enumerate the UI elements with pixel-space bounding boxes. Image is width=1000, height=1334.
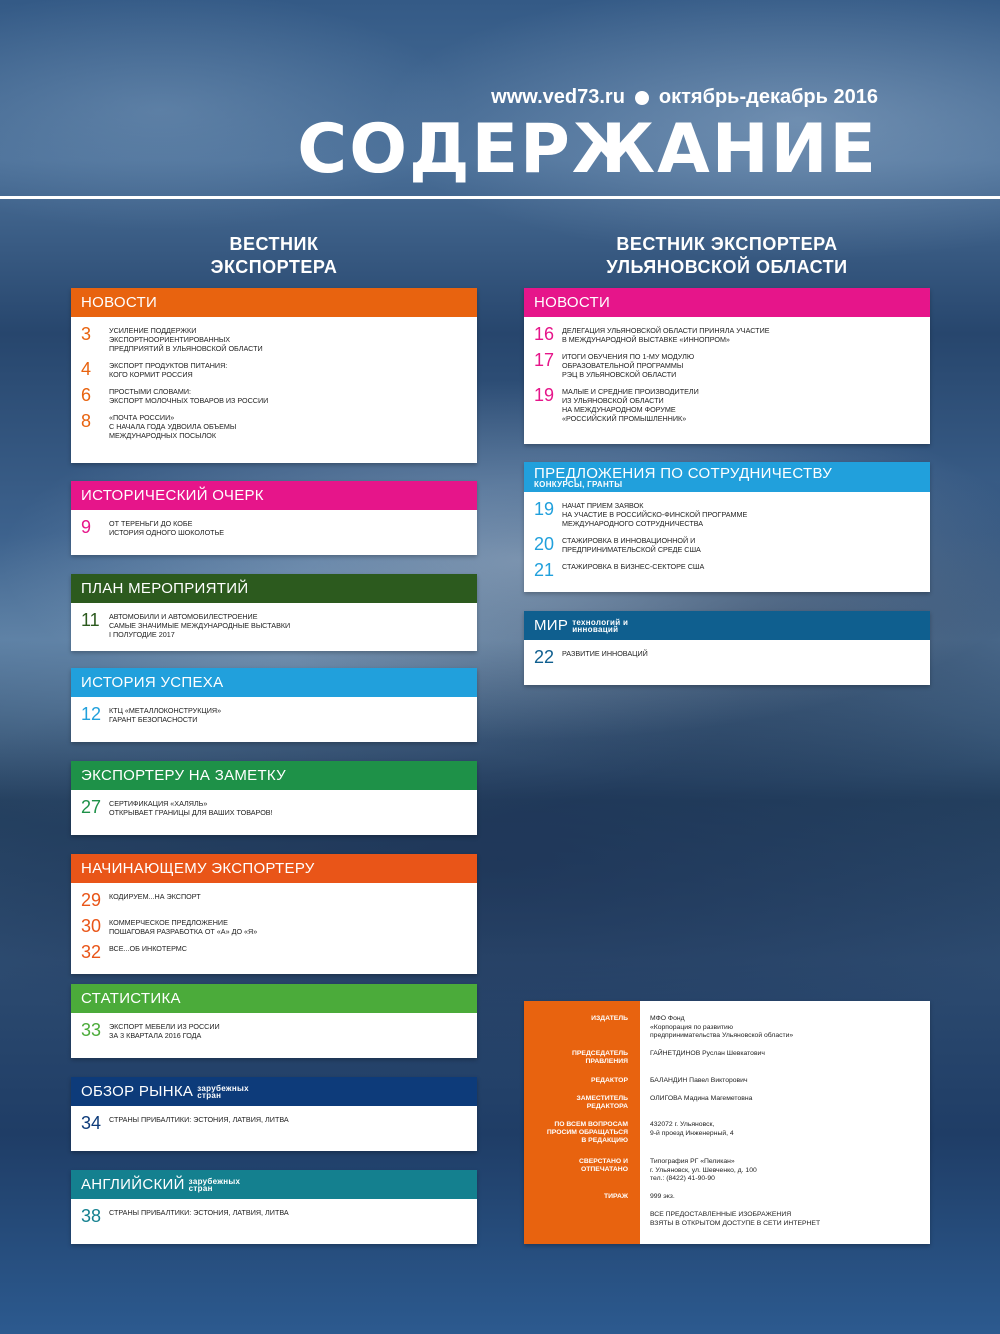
page-number: 19 <box>534 385 555 405</box>
entry-title: РАЗВИТИЕ ИННОВАЦИЙ <box>562 649 648 658</box>
imprint-label: ТИРАЖ <box>603 1193 628 1200</box>
section-body <box>71 603 477 651</box>
page-number: 3 <box>81 324 92 344</box>
section-body <box>524 640 930 679</box>
imprint-value: БАЛАНДИН Павел Викторович <box>650 1077 748 1084</box>
page-number: 32 <box>81 942 102 962</box>
page-number: 21 <box>534 560 555 580</box>
entry-title: СЕРТИФИКАЦИЯ «ХАЛЯЛЬ» ОТКРЫВАЕТ ГРАНИЦЫ ДЛЯ ВАШИХ ТОВАРОВ! <box>109 799 273 817</box>
toc-section <box>71 854 477 974</box>
toc-entry[interactable] <box>534 499 920 528</box>
entry-title: КОММЕРЧЕСКОЕ ПРЕДЛОЖЕНИЕ ПОШАГОВАЯ РАЗРАБОТКА ОТ «А» ДО «Я» <box>109 918 258 936</box>
imprint-labels <box>524 1001 640 1244</box>
imprint-value: МФО Фонд «Корпорация по развитию предпринимательства Ульяновской области» <box>650 1015 794 1039</box>
site-url[interactable]: www.ved73.ru <box>491 86 625 108</box>
page-number: 22 <box>534 647 555 667</box>
issue-period: октябрь-декабрь 2016 <box>658 86 878 108</box>
section-title: ОБЗОР РЫНКА <box>81 1083 194 1101</box>
toc-section <box>71 481 477 555</box>
page-number: 38 <box>81 1206 102 1226</box>
section-title: МИР <box>534 617 569 635</box>
section-body <box>71 510 477 549</box>
section-header <box>71 574 477 603</box>
imprint-value: ОЛИГОВА Мадина Магеметовна <box>650 1095 753 1102</box>
entry-title: СТАЖИРОВКА В БИЗНЕС-СЕКТОРЕ США <box>562 562 705 571</box>
imprint-label: ЗАМЕСТИТЕЛЬ РЕДАКТОРА <box>576 1095 628 1110</box>
imprint-value: ВСЕ ПРЕДОСТАВЛЕННЫЕ ИЗОБРАЖЕНИЯ ВЗЯТЫ В ОТКРЫТОМ ДОСТУПЕ В СЕТИ ИНТЕРНЕТ <box>650 1211 821 1227</box>
toc-entry[interactable] <box>81 359 467 379</box>
toc-entry[interactable] <box>81 610 467 639</box>
entry-title: ЭКСПОРТ МЕБЕЛИ ИЗ РОССИИ ЗА 3 КВАРТАЛА 2016 ГОДА <box>109 1022 220 1040</box>
entry-title: КОДИРУЕМ...НА ЭКСПОРТ <box>109 892 201 901</box>
section-title: НОВОСТИ <box>81 294 158 312</box>
entry-title: «ПОЧТА РОССИИ» С НАЧАЛА ГОДА УДВОИЛА ОБЪЕМЫ МЕЖДУНАРОДНЫХ ПОСЫЛОК <box>109 413 237 440</box>
page-number: 9 <box>81 517 92 537</box>
page-title: СОДЕРЖАНИЕ <box>297 110 878 189</box>
page-number: 29 <box>81 890 102 910</box>
section-header <box>524 462 930 492</box>
imprint-value: Типография РГ «Пеликан» г. Ульяновск, ул. Шевченко, д. 100 тел.: (8422) 41-90-90 <box>650 1158 757 1182</box>
entry-title: ДЕЛЕГАЦИЯ УЛЬЯНОВСКОЙ ОБЛАСТИ ПРИНЯЛА УЧАСТИЕ В МЕЖДУНАРОДНОЙ ВЫСТАВКЕ «ИННОПРОМ» <box>562 326 770 344</box>
toc-entry[interactable] <box>534 534 920 554</box>
bullet-dot-icon <box>635 91 649 105</box>
toc-entry[interactable] <box>534 647 920 667</box>
imprint-box <box>524 1001 930 1244</box>
toc-entry[interactable] <box>81 704 467 724</box>
toc-entry[interactable] <box>81 517 467 537</box>
section-header <box>71 1077 477 1106</box>
imprint-value: 432072 г. Ульяновск, 9-й проезд Инженерный, 4 <box>650 1121 734 1137</box>
entry-title: СТАЖИРОВКА В ИННОВАЦИОННОЙ И ПРЕДПРИНИМАТЕЛЬСКОЙ СРЕДЕ США <box>562 536 701 554</box>
toc-section <box>71 1170 477 1244</box>
entry-title: ИТОГИ ОБУЧЕНИЯ ПО 1-МУ МОДУЛЮ ОБРАЗОВАТЕЛЬНОЙ ПРОГРАММЫ РЭЦ В УЛЬЯНОВСКОЙ ОБЛАСТИ <box>562 352 695 379</box>
section-header <box>71 854 477 883</box>
section-header <box>71 481 477 510</box>
section-header <box>71 984 477 1013</box>
section-title: ПРЕДЛОЖЕНИЯ ПО СОТРУДНИЧЕСТВУ <box>534 465 833 483</box>
entry-title: СТРАНЫ ПРИБАЛТИКИ: ЭСТОНИЯ, ЛАТВИЯ, ЛИТВА <box>109 1208 289 1217</box>
section-subtitle: зарубежных стран <box>188 1177 241 1194</box>
toc-entry[interactable] <box>81 916 467 936</box>
toc-entry[interactable] <box>81 1020 467 1040</box>
section-title: АНГЛИЙСКИЙ <box>81 1176 185 1194</box>
toc-entry[interactable] <box>81 1113 467 1133</box>
section-header <box>524 288 930 317</box>
section-title: ИСТОРИЯ УСПЕХА <box>81 674 224 692</box>
page-number: 20 <box>534 534 555 554</box>
section-body <box>71 1199 477 1238</box>
toc-section <box>71 574 477 651</box>
header-site-line <box>491 86 878 109</box>
page-number: 16 <box>534 324 555 344</box>
section-title: ПЛАН МЕРОПРИЯТИЙ <box>81 580 249 598</box>
toc-entry[interactable] <box>534 350 920 379</box>
page-number: 34 <box>81 1113 102 1133</box>
entry-title: ВСЕ...ОБ ИНКОТЕРМС <box>109 944 187 953</box>
section-title: ИСТОРИЧЕСКИЙ ОЧЕРК <box>81 487 264 505</box>
section-body <box>524 492 930 592</box>
imprint-label: ИЗДАТЕЛЬ <box>591 1015 628 1022</box>
entry-title: УСИЛЕНИЕ ПОДДЕРЖКИ ЭКСПОРТНООРИЕНТИРОВАННЫХ ПРЕДПРИЯТИЙ В УЛЬЯНОВСКОЙ ОБЛАСТИ <box>109 326 263 353</box>
section-body <box>71 697 477 736</box>
section-body <box>71 790 477 829</box>
toc-entry[interactable] <box>81 1206 467 1226</box>
section-header <box>71 288 477 317</box>
section-body <box>71 883 477 974</box>
imprint-label: СВЕРСТАНО И ОТПЕЧАТАНО <box>578 1158 628 1173</box>
section-header <box>71 761 477 790</box>
toc-entry[interactable] <box>81 385 467 405</box>
page-number: 4 <box>81 359 92 379</box>
page-number: 30 <box>81 916 102 936</box>
entry-title: ЭКСПОРТ ПРОДУКТОВ ПИТАНИЯ: КОГО КОРМИТ РОССИЯ <box>109 361 228 379</box>
toc-entry[interactable] <box>81 942 467 962</box>
imprint-value: ГАЙНЕТДИНОВ Руслан Шевкатович <box>650 1050 765 1057</box>
imprint-value: 999 экз. <box>650 1193 675 1200</box>
page-number: 33 <box>81 1020 102 1040</box>
toc-section <box>71 668 477 742</box>
section-title: НОВОСТИ <box>534 294 611 312</box>
header-divider <box>0 196 1000 199</box>
toc-section <box>524 611 930 685</box>
page-number: 8 <box>81 411 92 431</box>
entry-title: АВТОМОБИЛИ И АВТОМОБИЛЕСТРОЕНИЕ САМЫЕ ЗНАЧИМЫЕ МЕЖДУНАРОДНЫЕ ВЫСТАВКИ I ПОЛУГОДИЕ 2017 <box>109 612 291 639</box>
toc-entry[interactable] <box>81 890 467 910</box>
section-body <box>71 317 477 452</box>
toc-entry[interactable] <box>534 385 920 423</box>
toc-section <box>71 761 477 835</box>
toc-section <box>71 984 477 1058</box>
section-header <box>524 611 930 640</box>
toc-entry[interactable] <box>534 560 920 580</box>
section-subtitle: зарубежных стран <box>197 1084 249 1101</box>
page-number: 12 <box>81 704 102 724</box>
entry-title: СТРАНЫ ПРИБАЛТИКИ: ЭСТОНИЯ, ЛАТВИЯ, ЛИТВА <box>109 1115 289 1124</box>
page-number: 17 <box>534 350 555 370</box>
page-number: 11 <box>81 610 100 630</box>
page-number: 27 <box>81 797 102 817</box>
toc-section <box>524 288 930 444</box>
section-title: СТАТИСТИКА <box>81 990 181 1008</box>
toc-section <box>71 1077 477 1151</box>
toc-section <box>71 288 477 463</box>
page-number: 19 <box>534 499 555 519</box>
imprint-label: ПО ВСЕМ ВОПРОСАМ ПРОСИМ ОБРАЩАТЬСЯ В РЕДАКЦИЮ <box>546 1121 628 1144</box>
section-subtitle: технологий и инноваций <box>572 618 629 635</box>
entry-title: ПРОСТЫМИ СЛОВАМИ: ЭКСПОРТ МОЛОЧНЫХ ТОВАРОВ ИЗ РОССИИ <box>109 387 269 405</box>
imprint-label: ПРЕДСЕДАТЕЛЬ ПРАВЛЕНИЯ <box>572 1050 628 1065</box>
toc-section <box>524 462 930 592</box>
section-body <box>524 317 930 435</box>
toc-entry[interactable] <box>534 324 920 344</box>
section-title: НАЧИНАЮЩЕМУ ЭКСПОРТЕРУ <box>81 860 315 878</box>
toc-entry[interactable] <box>81 411 467 440</box>
section-body <box>71 1013 477 1052</box>
section-header <box>71 1170 477 1199</box>
section-title: ЭКСПОРТЕРУ НА ЗАМЕТКУ <box>81 767 286 785</box>
toc-entry[interactable] <box>81 324 467 353</box>
imprint-label: РЕДАКТОР <box>591 1077 628 1084</box>
section-body <box>71 1106 477 1145</box>
section-header <box>71 668 477 697</box>
section-subtitle: КОНКУРСЫ, ГРАНТЫ <box>534 480 623 489</box>
imprint-values <box>640 1001 930 1244</box>
entry-title: ОТ ТЕРЕНЬГИ ДО КОБЕ ИСТОРИЯ ОДНОГО ШОКОЛОТЬЕ <box>109 519 225 537</box>
entry-title: КТЦ «МЕТАЛЛОКОНСТРУКЦИЯ» ГАРАНТ БЕЗОПАСНОСТИ <box>109 706 222 724</box>
toc-entry[interactable] <box>81 797 467 817</box>
page-number: 6 <box>81 385 92 405</box>
right-column-title: ВЕСТНИК ЭКСПОРТЕРА УЛЬЯНОВСКОЙ ОБЛАСТИ <box>606 234 848 277</box>
entry-title: МАЛЫЕ И СРЕДНИЕ ПРОИЗВОДИТЕЛИ ИЗ УЛЬЯНОВСКОЙ ОБЛАСТИ НА МЕЖДУНАРОДНОМ ФОРУМЕ «РОССИЙСКИЙ ПРОМЫШЛЕННИК» <box>562 387 699 423</box>
entry-title: НАЧАТ ПРИЕМ ЗАЯВОК НА УЧАСТИЕ В РОССИЙСКО-ФИНСКОЙ ПРОГРАММЕ МЕЖДУНАРОДНОГО СОТРУДНИЧЕСТВА <box>562 501 748 528</box>
left-column-title: ВЕСТНИК ЭКСПОРТЕРА <box>210 234 338 277</box>
